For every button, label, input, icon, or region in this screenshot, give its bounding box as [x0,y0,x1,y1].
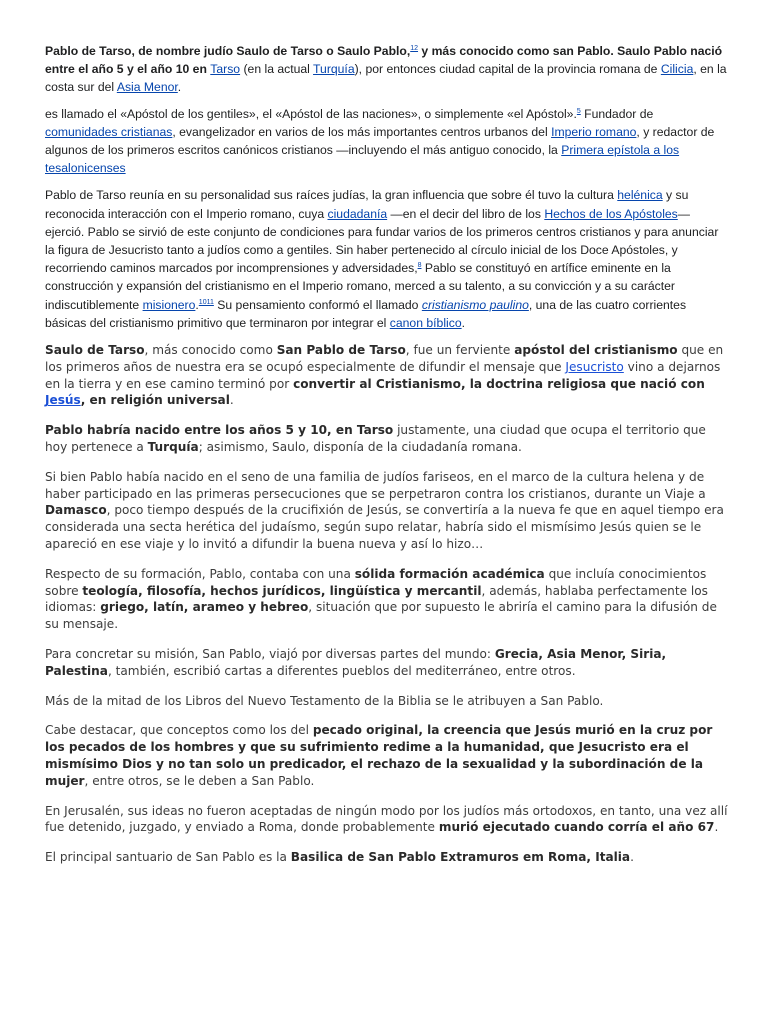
link-canon-biblico[interactable]: canon bíblico [389,315,462,330]
bold-text: griego, latín, arameo y hebreo [100,600,309,615]
body-text: Si bien Pablo había nacido en el seno de una familia de judíos fariseos, en el marco de la cultura helena y de haber participado en las primeras persecuciones que se perpetraron contra los cristianos, durante un Viaje a [45,469,706,501]
body-text: El principal santuario de San Pablo es la [45,850,291,865]
bold-text: Saulo de Tarso [45,343,145,358]
wiki-text: . [461,315,465,330]
summary-paragraph-6 [45,693,729,710]
wiki-text: . [177,80,182,95]
body-text: , entre otros, se le deben a San Pablo. [84,773,315,788]
wiki-text: , y redactor de algunos de los primeros escritos canónicos cristianos —incluyendo el más antiguo conocido, la [45,124,715,158]
wiki-text: ), por entonces ciudad capital de la provincia romana de [354,62,661,77]
wiki-text: . [195,297,199,312]
wiki-text: —en el decir del libro de los [387,206,545,221]
bold-text: Pablo habría nacido entre los años 5 y 10, en Tarso [45,423,394,438]
body-text: , situación que por supuesto le abriría el camino para la difusión de su mensaje. [45,600,717,632]
wiki-text: — ejerció. Pablo se sirvió de este conjunto de condiciones para fundar varios de los primeros centros cristianos y para anunciar la figura de Jesucristo tanto a judíos como a gentiles. Sin haber pertenecido al círculo inicial de los Doce Apóstoles, y recorriendo caminos marcados por incomprensiones y adversidades, [45,206,719,276]
body-text: Más de la mitad de los Libros del Nuevo Testamento de la Biblia se le atribuyen a San Pablo. [45,693,604,708]
wiki-paragraph-2 [45,105,729,178]
wiki-paragraph-3 [45,186,729,332]
summary-paragraph-3 [45,469,729,553]
link-ciudadania[interactable]: ciudadanía [327,206,388,221]
link-misionero[interactable]: misionero [142,297,196,312]
link-helenica[interactable]: helénica [617,188,663,203]
body-text: que en los primeros años de nuestra era se ocupó especialmente de difundir el mensaje que [45,343,724,374]
bold-text: convertir al Cristianismo, la doctrina religiosa que nació con [293,376,705,391]
link-cilicia[interactable]: Cilicia [660,62,694,77]
body-text: justamente, una ciudad que ocupa el territorio que hoy pertenece a [45,423,706,455]
summary-paragraph-2 [45,422,729,456]
summary-paragraph-8 [45,803,729,837]
wiki-text: , en la costa sur del [45,62,727,95]
bold-text: pecado original, la creencia que Jesús murió en la cruz por los pecados de los hombres y que su sufrimiento redime a la humanidad, que Jesucristo era el mismísimo Dios y no tan solo un predicador, el rechazo de la sexualidad y la subordinación de la mujer [45,723,713,788]
link-turquia[interactable]: Turquía [313,62,355,77]
link-jesucristo[interactable]: Jesucristo [565,359,624,374]
body-text: Cabe destacar, que conceptos como los del [45,723,313,738]
wiki-text: Pablo de Tarso reunía en su personalidad sus raíces judías, la gran influencia que sobre él tuvo la cultura [45,188,618,203]
link-primera-epistola[interactable]: Primera epístola a los tesalonicenses [45,143,680,176]
wiki-text: y su reconocida interacción con el Imperio romano, cuya [45,188,689,221]
link-hechos-apostoles[interactable]: Hechos de los Apóstoles [544,206,678,221]
link-jesus[interactable] [45,393,81,407]
bold-text: Turquía [147,440,199,455]
citation-ref[interactable] [410,45,418,52]
body-text: , poco tiempo después de la crucifixión de Jesús, se convertiría a la nueva fe que en aquel tiempo era considerada una secta herética del judaísmo, según supo relatar, habría sido el mismísimo Jesús quien se le apareció en ese viaje y lo invitó a difundir la buena nueva y así lo hizo… [45,503,724,552]
wiki-text: es llamado el «Apóstol de los gentiles», el «Apóstol de las naciones», o simplemente «el Apóstol». [45,106,577,121]
wiki-text: Pablo se constituyó en artífice eminente en la construcción y expansión del cristianismo en el Imperio romano, merced a su talento, a su convicción y a su carácter indiscutiblemente [45,261,675,312]
body-text: vino a dejarnos en la tierra y en ese camino terminó por [45,359,721,391]
summary-paragraph-9 [45,849,729,866]
body-text: . [714,820,719,835]
bold-text: apóstol del cristianismo [514,343,678,358]
wiki-text: Fundador de [580,106,654,121]
bold-text: murió ejecutado cuando corría el año 67 [438,820,715,835]
wiki-text: , una de las cuatro corrientes básicas del cristianismo primitivo que terminaron por integrar el [45,297,687,330]
body-text: , también, escribió cartas a diferentes pueblos del mediterráneo, entre otros. [107,663,576,678]
body-text: , más conocido como [144,343,277,358]
bold-text: Damasco [45,503,107,518]
body-text: ; asimismo, Saulo, disponía de la ciudadanía romana. [198,440,522,455]
summary-paragraph-5 [45,646,729,680]
body-text: Respecto de su formación, Pablo, contaba con una [45,566,355,581]
article [45,42,729,879]
link-asia-menor[interactable]: Asia Menor [116,80,178,95]
body-text: En Jerusalén, sus ideas no fueron aceptadas de ningún modo por los judíos más ortodoxos, en tanto, una vez allí fue detenido, juzgado, y enviado a Roma, donde probablemente [45,803,728,835]
summary-paragraph-1 [45,342,729,409]
link-jesus-label: Jesús [45,393,81,408]
bold-text: Grecia, Asia Menor, Siria, Palestina [45,647,667,678]
wiki-text: , evangelizador en varios de los más importantes centros urbanos del [172,124,552,139]
wiki-text: y más conocido como san Pablo. Saulo Pablo nació entre el año 5 y el año 10 en [45,44,723,77]
summary-paragraph-7 [45,722,729,789]
citation-link[interactable]: 5 [576,107,581,115]
bold-text: Basilica de San Pablo Extramuros em Roma, Italia [290,850,631,865]
link-tarso[interactable]: Tarso [210,62,241,77]
citation-link[interactable]: 1011 [198,298,214,306]
summary-paragraph-4 [45,566,729,633]
bold-text: , en religión universal [80,393,230,408]
bold-text: sólida formación académica [354,566,545,581]
body-text: , además, hablaba perfectamente los idiomas: [45,583,708,615]
body-text: Para concretar su misión, San Pablo, viajó por diversas partes del mundo: [45,647,495,661]
link-cristianismo-paulino[interactable]: cristianismo paulino [421,297,529,312]
body-text: . [229,393,234,408]
body-text: . [630,850,634,865]
wiki-text: Pablo de Tarso, de nombre judío Saulo de Tarso o Saulo Pablo, [45,44,411,58]
link-comunidades-cristianas[interactable]: comunidades cristianas [45,124,173,139]
body-text: que incluía conocimientos sobre [45,566,707,598]
citation-link[interactable]: 8 [417,262,422,270]
citation-ref[interactable] [199,299,214,306]
link-imperio-romano[interactable]: Imperio romano [551,124,637,139]
citation-link[interactable]: 12 [410,44,419,52]
wiki-text: (en la actual [240,62,314,77]
wiki-text: Su pensamiento conformó el llamado [213,297,422,312]
wiki-paragraph-1 [45,42,729,97]
bold-text: San Pablo de Tarso [276,343,406,358]
bold-text: teología, filosofía, hechos jurídicos, lingüística y mercantil [82,583,482,598]
body-text: , fue un ferviente [405,343,515,358]
